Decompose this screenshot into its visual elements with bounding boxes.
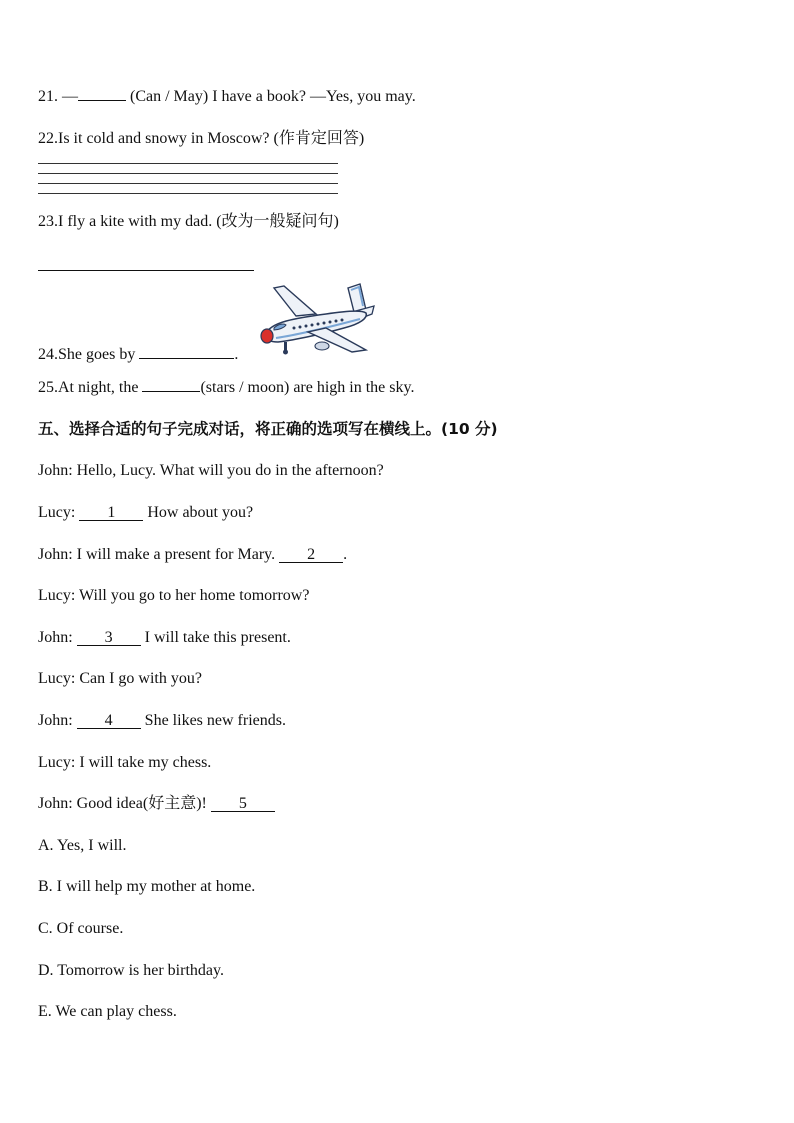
dialogue-text: She likes new friends. <box>144 712 286 729</box>
option-e <box>38 1002 177 1022</box>
question-number: 21. <box>38 88 58 105</box>
dialogue-line <box>38 628 291 648</box>
question-text: 22.Is it cold and snowy in Moscow? (作肯定回答) <box>38 130 365 147</box>
answer-blank[interactable] <box>79 503 143 523</box>
blank-number: 1 <box>107 504 116 521</box>
dialogue-line <box>38 461 384 481</box>
dialogue-text: Lucy: Can I go with you? <box>38 670 202 687</box>
question-23 <box>38 212 339 232</box>
answer-blank[interactable] <box>77 628 141 648</box>
answer-blank[interactable] <box>142 391 200 392</box>
dialogue-speaker: John: <box>38 712 73 729</box>
dialogue-text: . <box>343 546 348 563</box>
question-text: 23.I fly a kite with my dad. (改为一般疑问句) <box>38 213 339 230</box>
answer-blank[interactable] <box>279 545 343 565</box>
answer-blank[interactable] <box>211 794 275 814</box>
dialogue-text: John: I will make a present for Mary. <box>38 546 276 563</box>
option-text: E. We can play chess. <box>38 1003 177 1020</box>
question-22 <box>38 129 364 149</box>
option-d <box>38 961 224 981</box>
dialogue-line <box>38 503 253 523</box>
question-21 <box>38 87 416 107</box>
dialogue-text: Lucy: Will you go to her home tomorrow? <box>38 587 310 604</box>
section-title: 五、选择合适的句子完成对话，将正确的选项写在横线上。(10 分) <box>38 420 498 438</box>
airplane-icon <box>256 282 378 362</box>
option-text: B. I will help my mother at home. <box>38 878 256 895</box>
dialogue-text: John: Hello, Lucy. What will you do in the afternoon? <box>38 462 384 479</box>
answer-rule[interactable] <box>38 183 338 184</box>
dialogue-line <box>38 794 275 814</box>
question-24 <box>38 345 238 365</box>
answer-blank[interactable] <box>78 100 126 101</box>
option-a <box>38 836 126 856</box>
option-text: A. Yes, I will. <box>38 837 127 854</box>
blank-number: 4 <box>104 712 113 729</box>
period: . <box>234 346 239 363</box>
option-b <box>38 877 255 897</box>
dialogue-line <box>38 586 309 606</box>
answer-blank[interactable] <box>77 711 141 731</box>
dash: — <box>62 88 78 105</box>
dialogue-line <box>38 669 202 689</box>
blank-number: 5 <box>238 795 247 812</box>
dialogue-text: John: Good idea(好主意)! <box>38 795 207 812</box>
answer-rule[interactable] <box>38 173 338 174</box>
blank-number: 2 <box>307 546 316 563</box>
dialogue-line <box>38 545 347 565</box>
option-text: C. Of course. <box>38 920 124 937</box>
question-text: (stars / moon) are high in the sky. <box>200 379 415 396</box>
question-text: (Can / May) I have a book? —Yes, you may. <box>130 88 416 105</box>
answer-rule[interactable] <box>38 193 338 194</box>
dialogue-line <box>38 753 211 773</box>
option-text: D. Tomorrow is her birthday. <box>38 962 224 979</box>
dialogue-speaker: John: <box>38 629 73 646</box>
dialogue-speaker: Lucy: <box>38 504 76 521</box>
question-text: 25.At night, the <box>38 379 139 396</box>
answer-rule[interactable] <box>38 163 338 164</box>
section-heading <box>38 419 498 439</box>
dialogue-text: Lucy: I will take my chess. <box>38 754 212 771</box>
option-c <box>38 919 123 939</box>
blank-number: 3 <box>104 629 113 646</box>
question-text: 24.She goes by <box>38 346 136 363</box>
answer-line[interactable] <box>38 270 254 271</box>
question-25 <box>38 378 414 398</box>
dialogue-text: How about you? <box>147 504 254 521</box>
answer-blank[interactable] <box>139 358 234 359</box>
dialogue-text: I will take this present. <box>144 629 291 646</box>
dialogue-line <box>38 711 286 731</box>
